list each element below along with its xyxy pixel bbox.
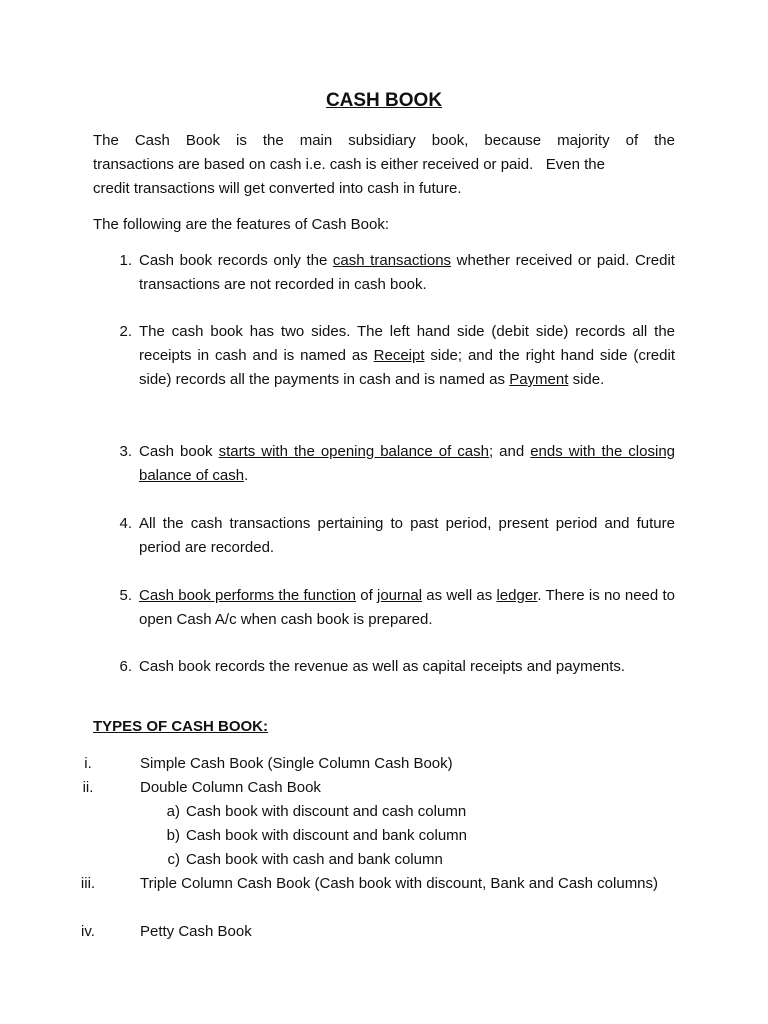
feature-text: Cash book records the revenue as well as capital receipts and payments. (139, 658, 626, 675)
feature-text: Cash book starts with the opening balance of cash; and ends with the closing balance of cash. (139, 443, 676, 484)
features-intro: The following are the features of Cash Book: (93, 216, 390, 233)
underlined-term: ends with the closing balance of cash (139, 443, 676, 484)
intro-line-1: The Cash Book is the main subsidiary book, because majority of the (93, 132, 675, 149)
feature-number: 6. (119, 658, 132, 675)
feature-number: 3. (119, 443, 132, 460)
subtype-text: Cash book with discount and bank column (186, 827, 468, 844)
feature-number: 5. (119, 587, 132, 604)
type-text: Simple Cash Book (Single Column Cash Book) (140, 755, 453, 772)
page-title: CASH BOOK (325, 90, 443, 111)
underlined-term: ledger (496, 587, 538, 604)
feature-number: 1. (119, 252, 132, 269)
intro-line-2: transactions are based on cash i.e. cash is either received or paid. Even the (93, 156, 605, 173)
type-number: i. (84, 755, 92, 772)
type-number: ii. (82, 779, 94, 796)
type-text: Petty Cash Book (140, 923, 252, 940)
underlined-term: starts with the opening balance of cash (218, 443, 489, 460)
feature-text: Cash book records only the cash transactions whether received or paid. Credit transactions are not recorded in cash book. (139, 252, 675, 293)
underlined-term: Cash book performs the function (139, 587, 357, 604)
feature-text: The cash book has two sides. The left hand side (debit side) records all the receipts in cash and is named as Receipt side; and the right hand side (credit side) records all the payments in cash and is named as Payment side. (139, 323, 675, 388)
feature-number: 2. (119, 323, 132, 340)
subtype-letter: a) (166, 803, 180, 820)
type-text: Double Column Cash Book (140, 779, 321, 796)
feature-number: 4. (119, 515, 132, 532)
type-number: iii. (80, 875, 96, 892)
feature-text: All the cash transactions pertaining to past period, present period and future period are recorded. (139, 515, 675, 556)
type-text: Triple Column Cash Book (Cash book with discount, Bank and Cash columns) (140, 875, 659, 892)
underlined-term: cash transactions (332, 252, 452, 269)
intro-line-3: credit transactions will get converted into cash in future. (93, 180, 462, 197)
subtype-letter: c) (167, 851, 180, 868)
underlined-term: Payment (509, 371, 569, 388)
subtype-letter: b) (166, 827, 180, 844)
types-heading: TYPES OF CASH BOOK: (93, 718, 269, 735)
subtype-text: Cash book with discount and cash column (186, 803, 467, 820)
underlined-term: Receipt (373, 347, 425, 364)
feature-text: Cash book performs the function of journal as well as ledger. There is no need to open Cash A/c when cash book is prepared. (139, 587, 675, 628)
underlined-term: journal (377, 587, 423, 604)
subtype-text: Cash book with cash and bank column (186, 851, 443, 868)
type-number: iv. (81, 923, 95, 940)
